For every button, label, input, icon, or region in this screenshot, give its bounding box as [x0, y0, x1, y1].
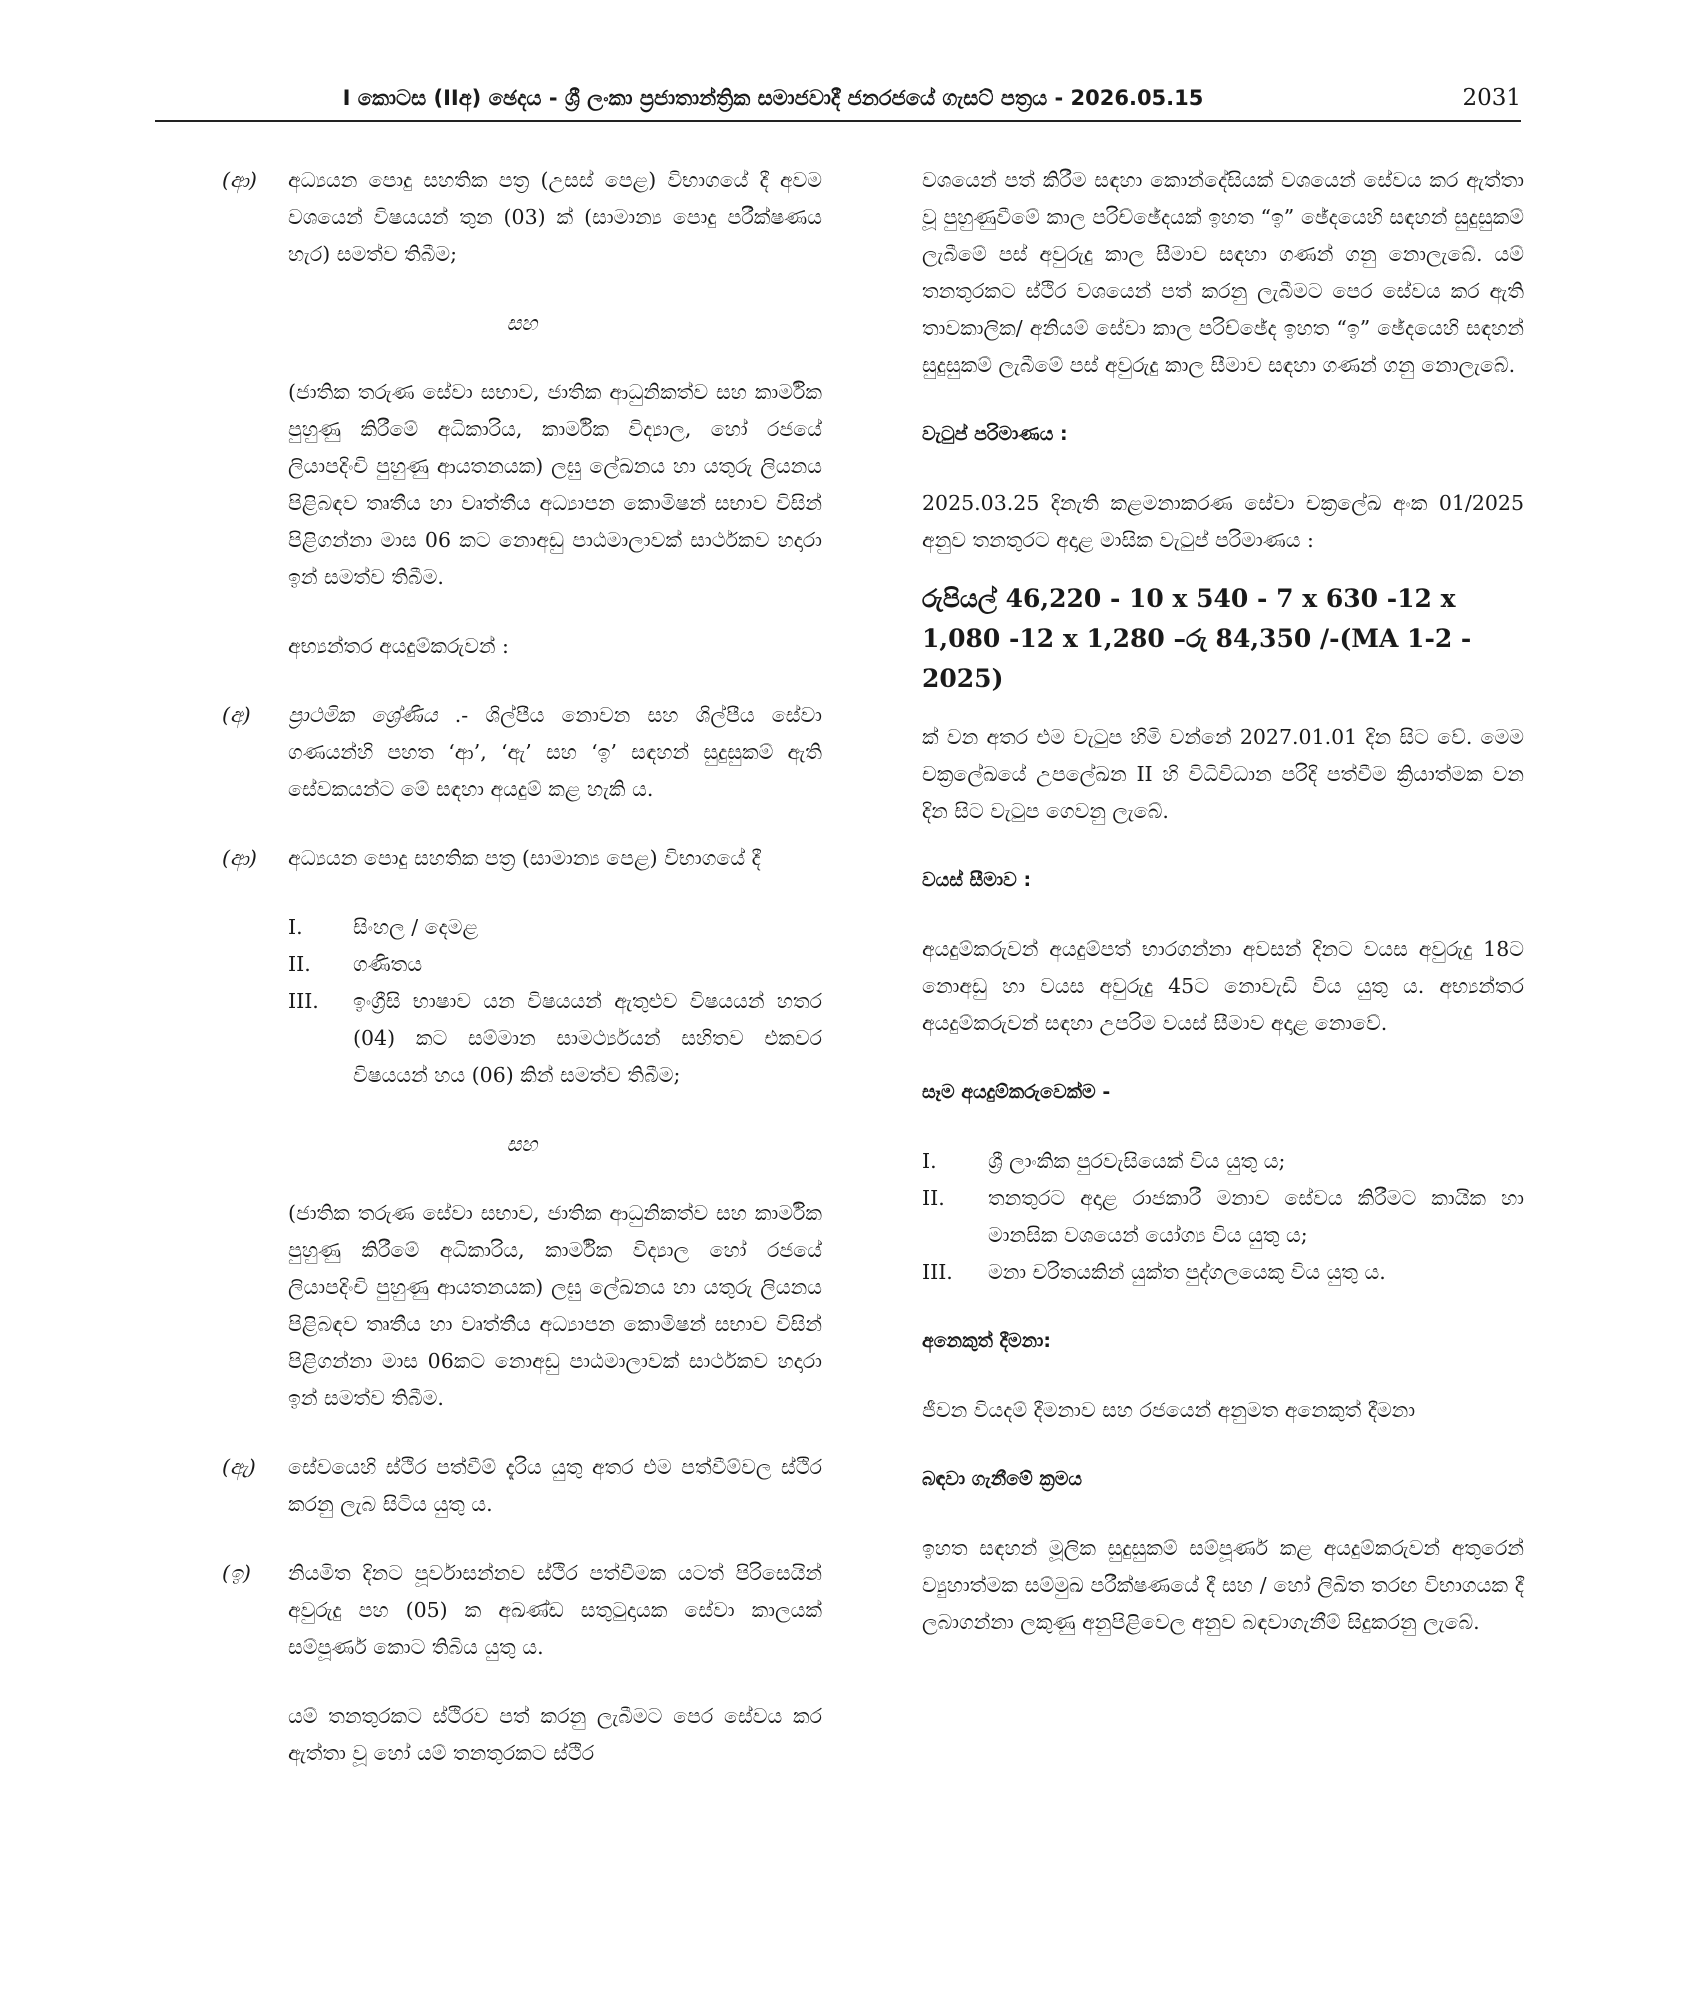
subject-text: සිංහල / දෙමළ: [353, 915, 479, 939]
requirement-text: මනා චරිතයකින් යුක්ත පුද්ගලයෙකු විය යුතු ය.: [988, 1260, 1386, 1284]
clause-marker: (අ): [222, 703, 251, 727]
service-period-note-continued: වශයෙන් පත් කිරීම සඳහා කොන්දේසියක් වශයෙන් සේවය කර ඇත්තා වූ පුහුණුවීමේ කාල පරිච්ඡේදයක් ඉහත “ඉ” ඡේදයෙහි සඳහන් සුදුසුකම් ලැබීමේ පස් අවුරුදු කාල සීමාව සඳහා ගණන් ගනු නොලැබේ. යම් තනතුරකට ස්ථිර වශයෙන් පත් කරනු ලැබීමට පෙර සේවය කර ඇති තාවකාලික/ අනියම් සේවා කාල පරිච්ඡේද ඉහත “ඉ” ඡේදයෙහි සඳහන් සුදුසුකම් ලැබීමේ පස් අවුරුදු කාල සීමාව සඳහා ගණන් ගනු නොලැබේ.: [922, 168, 1524, 377]
salary-note: ක් වන අතර එම වැටුප හිමි වන්නේ 2027.01.01 දින සිට වේ. මෙම චක්‍රලේඛයේ උපලේඛන II හි විධිවිධාන පරිදි පත්වීම ක්‍රියාත්මක වන දින සිට වැටුප ගෙවනු ලැබේ.: [922, 725, 1524, 823]
requirement-item: [922, 1143, 1524, 1180]
subject-number: III.: [288, 989, 319, 1013]
age-limit-heading: වයස් සීමාව :: [922, 869, 1032, 891]
right-column: [922, 162, 1524, 1641]
every-applicant-heading: සෑම අයදුම්කරුවෙක්ම -: [922, 1081, 1111, 1103]
page-header: [155, 84, 1521, 122]
subject-number: II.: [288, 952, 311, 976]
requirement-item: [922, 1254, 1524, 1291]
service-period-note: යම් තනතුරකට ස්ථිරව පත් කරනු ලැබීමට පෙර සේවය කර ඇත්තා වූ හෝ යම් තනතුරකට ස්ථිර: [288, 1704, 822, 1765]
clause-text: අධ්‍යයන පොදු සහතික පත්‍ර (සාමාන්‍ය පෙළ) විභාගයේ දී: [288, 846, 761, 870]
clause-text: [288, 697, 822, 808]
recruitment-method-heading: බඳවා ගැනීමේ ක්‍රමය: [922, 1468, 1083, 1490]
age-limit-text: අයදුම්කරුවන් අයදුම්පත් භාරගන්නා අවසන් දිනට වයස අවුරුදු 18ට නොඅඩු හා වයස අවුරුදු 45ට නොවැඩි විය යුතු ය. අභ්‍යන්තර අයදුම්කරුවන් සඳහා උපරිම වයස් සීමාව අදාළ නොවේ.: [922, 937, 1524, 1035]
requirement-number: II.: [922, 1186, 945, 1210]
clause-text: නියමිත දිනට පූර්වාසන්නව ස්ථිර පත්වීමක යටත් පිරිසෙයින් අවුරුදු පහ (05) ක අඛණ්ඩ සතුටුදායක සේවා කාලයක් සම්පූර්ණ කොට තිබිය යුතු ය.: [288, 1561, 822, 1659]
clause-text: අධ්‍යයන පොදු සහතික පත්‍ර (උසස් පෙළ) විභාගයේ දී අවම වශයෙන් විෂයයන් තුන (03) ක් (සාමාන්‍ය පොදු පරීක්ෂණය හැර) සමත්ව තිබීම;: [288, 168, 822, 266]
subject-number: I.: [288, 915, 303, 939]
and-conjunction: සහ: [506, 1132, 538, 1156]
clause-marker: (ආ): [222, 168, 257, 192]
requirement-text: තනතුරට අදාළ රාජකාරී මනාව සේවය කිරීමට කායික හා මානසික වශයෙන් යෝග්‍ය විය යුතු ය;: [988, 1186, 1524, 1247]
clause-text: සේවයෙහි ස්ථිර පත්වීම් දැරිය යුතු අතර එම පත්වීම්වල ස්ථිර කරනු ලැබ සිටිය යුතු ය.: [288, 1455, 822, 1516]
clause-aa-advanced-level: [222, 162, 822, 273]
clause-aa-ordinary-level: [222, 840, 822, 877]
subject-item: [222, 983, 822, 1094]
primary-grade-text: .- ශිල්පීය නොවන සහ ශිල්පීය සේවා ගණයන්හි පහත ‘ආ’, ‘ඇ’ සහ ‘ඉ’ සඳහන් සුදුසුකම් ඇති සේවකයන්ට මේ සඳහා අයදුම් කළ හැකි ය.: [288, 703, 822, 801]
internal-applicants-heading: අභ්‍යන්තර අයදුම්කරුවන් :: [288, 634, 509, 658]
clause-a-primary-grade: [222, 697, 822, 808]
clause-i-service-period: [222, 1555, 822, 1666]
salary-heading: වැටුප් පරිමාණය :: [922, 423, 1068, 445]
salary-intro: 2025.03.25 දිනැති කළමනාකරණ සේවා චක්‍රලේඛ අංක 01/2025 අනුව තනතුරට අදාළ මාසික වැටුප් පරිමාණය :: [922, 491, 1524, 552]
clause-marker: (ඉ): [222, 1561, 251, 1585]
left-column: [222, 162, 822, 1772]
requirement-text: ශ්‍රී ලාංකික පුරවැසියෙක් විය යුතු ය;: [988, 1149, 1286, 1173]
salary-scale: රුපියල් 46,220 - 10 x 540 - 7 x 630 -12 x 1,080 -12 x 1,280 –රු 84,350 /-(MA 1-2 - 2025): [922, 584, 1472, 693]
requirement-number: III.: [922, 1260, 953, 1284]
requirement-number: I.: [922, 1149, 937, 1173]
clause-marker: (ආ): [222, 846, 257, 870]
clause-ae-permanent-appointment: [222, 1449, 822, 1523]
training-requirement-paragraph: (ජාතික තරුණ සේවා සභාව, ජාතික ආධුනිකත්ව සහ කාර්මික පුහුණු කිරීමේ අධිකාරිය, කාර්මික විද්‍යාල, හෝ රජයේ ලියාපදිංචි පුහුණු ආයතනයක) ලඝු ලේඛනය හා යතුරු ලියනය පිළිබඳව තෘතීය හා වෘත්තීය අධ්‍යාපන කොමිෂන් සභාව විසින් පිළිගන්නා මාස 06 කට නොඅඩු පාඨමාලාවක් සාර්ථකව හදාරා ඉන් සමත්ව තිබීම.: [288, 380, 822, 589]
subject-text: ගණිතය: [353, 952, 423, 976]
allowances-text: ජීවන වියදම් දීමනාව සහ රජයෙන් අනුමත අනෙකුත් දීමනා: [922, 1398, 1416, 1422]
subject-item: [222, 909, 822, 946]
requirement-item: [922, 1180, 1524, 1254]
subject-text: ඉංග්‍රීසි භාෂාව යන විෂයයන් ඇතුළුව විෂයයන් හතර (04) කට සම්මාන සාමර්ථ්‍යයන් සහිතව එකවර විෂයයන් හය (06) කින් සමත්ව තිබීම;: [353, 989, 822, 1087]
subject-item: [222, 946, 822, 983]
and-conjunction: සහ: [506, 311, 538, 335]
training-requirement-paragraph: (ජාතික තරුණ සේවා සභාව, ජාතික ආධුනිකත්ව සහ කාර්මික පුහුණු කිරීමේ අධිකාරිය, කාර්මික විද්‍යාල හෝ රජයේ ලියාපදිංචි පුහුණු ආයතනයක) ලඝු ලේඛනය හා යතුරු ලියනය පිළිබඳව තෘතීය හා වෘත්තීය අධ්‍යාපන කොමිෂන් සභාව විසින් පිළිගන්නා මාස 06කට නොඅඩු පාඨමාලාවක් සාර්ථකව හදාරා ඉන් සමත්ව තිබීම.: [288, 1201, 822, 1410]
gazette-title: I කොටස (IIඅ) ඡෙදය - ශ්‍රී ලංකා ප්‍රජාතාන්ත්‍රික සමාජවාදී ජනරජයේ ගැසට් පත්‍රය - 2026.05.15: [342, 86, 1204, 110]
recruitment-method-text: ඉහත සඳහන් මූලික සුදුසුකම් සම්පූර්ණ කළ අයදුම්කරුවන් අතුරෙන් ව්‍යුහාත්මක සම්මුඛ පරීක්ෂණයේ දී සහ / හෝ ලිඛිත තරඟ විභාගයක දී ලබාගන්නා ලකුණු අනුපිළිවෙල අනුව බඳවාගැනීම් සිදුකරනු ලැබේ.: [922, 1536, 1524, 1634]
page-number: 2031: [1462, 85, 1521, 111]
clause-marker: (ඇ): [222, 1455, 256, 1479]
allowances-heading: අනෙකුත් දීමනා:: [922, 1330, 1051, 1352]
primary-grade-label: ප්‍රාථමික ශ්‍රේණිය: [288, 703, 438, 727]
